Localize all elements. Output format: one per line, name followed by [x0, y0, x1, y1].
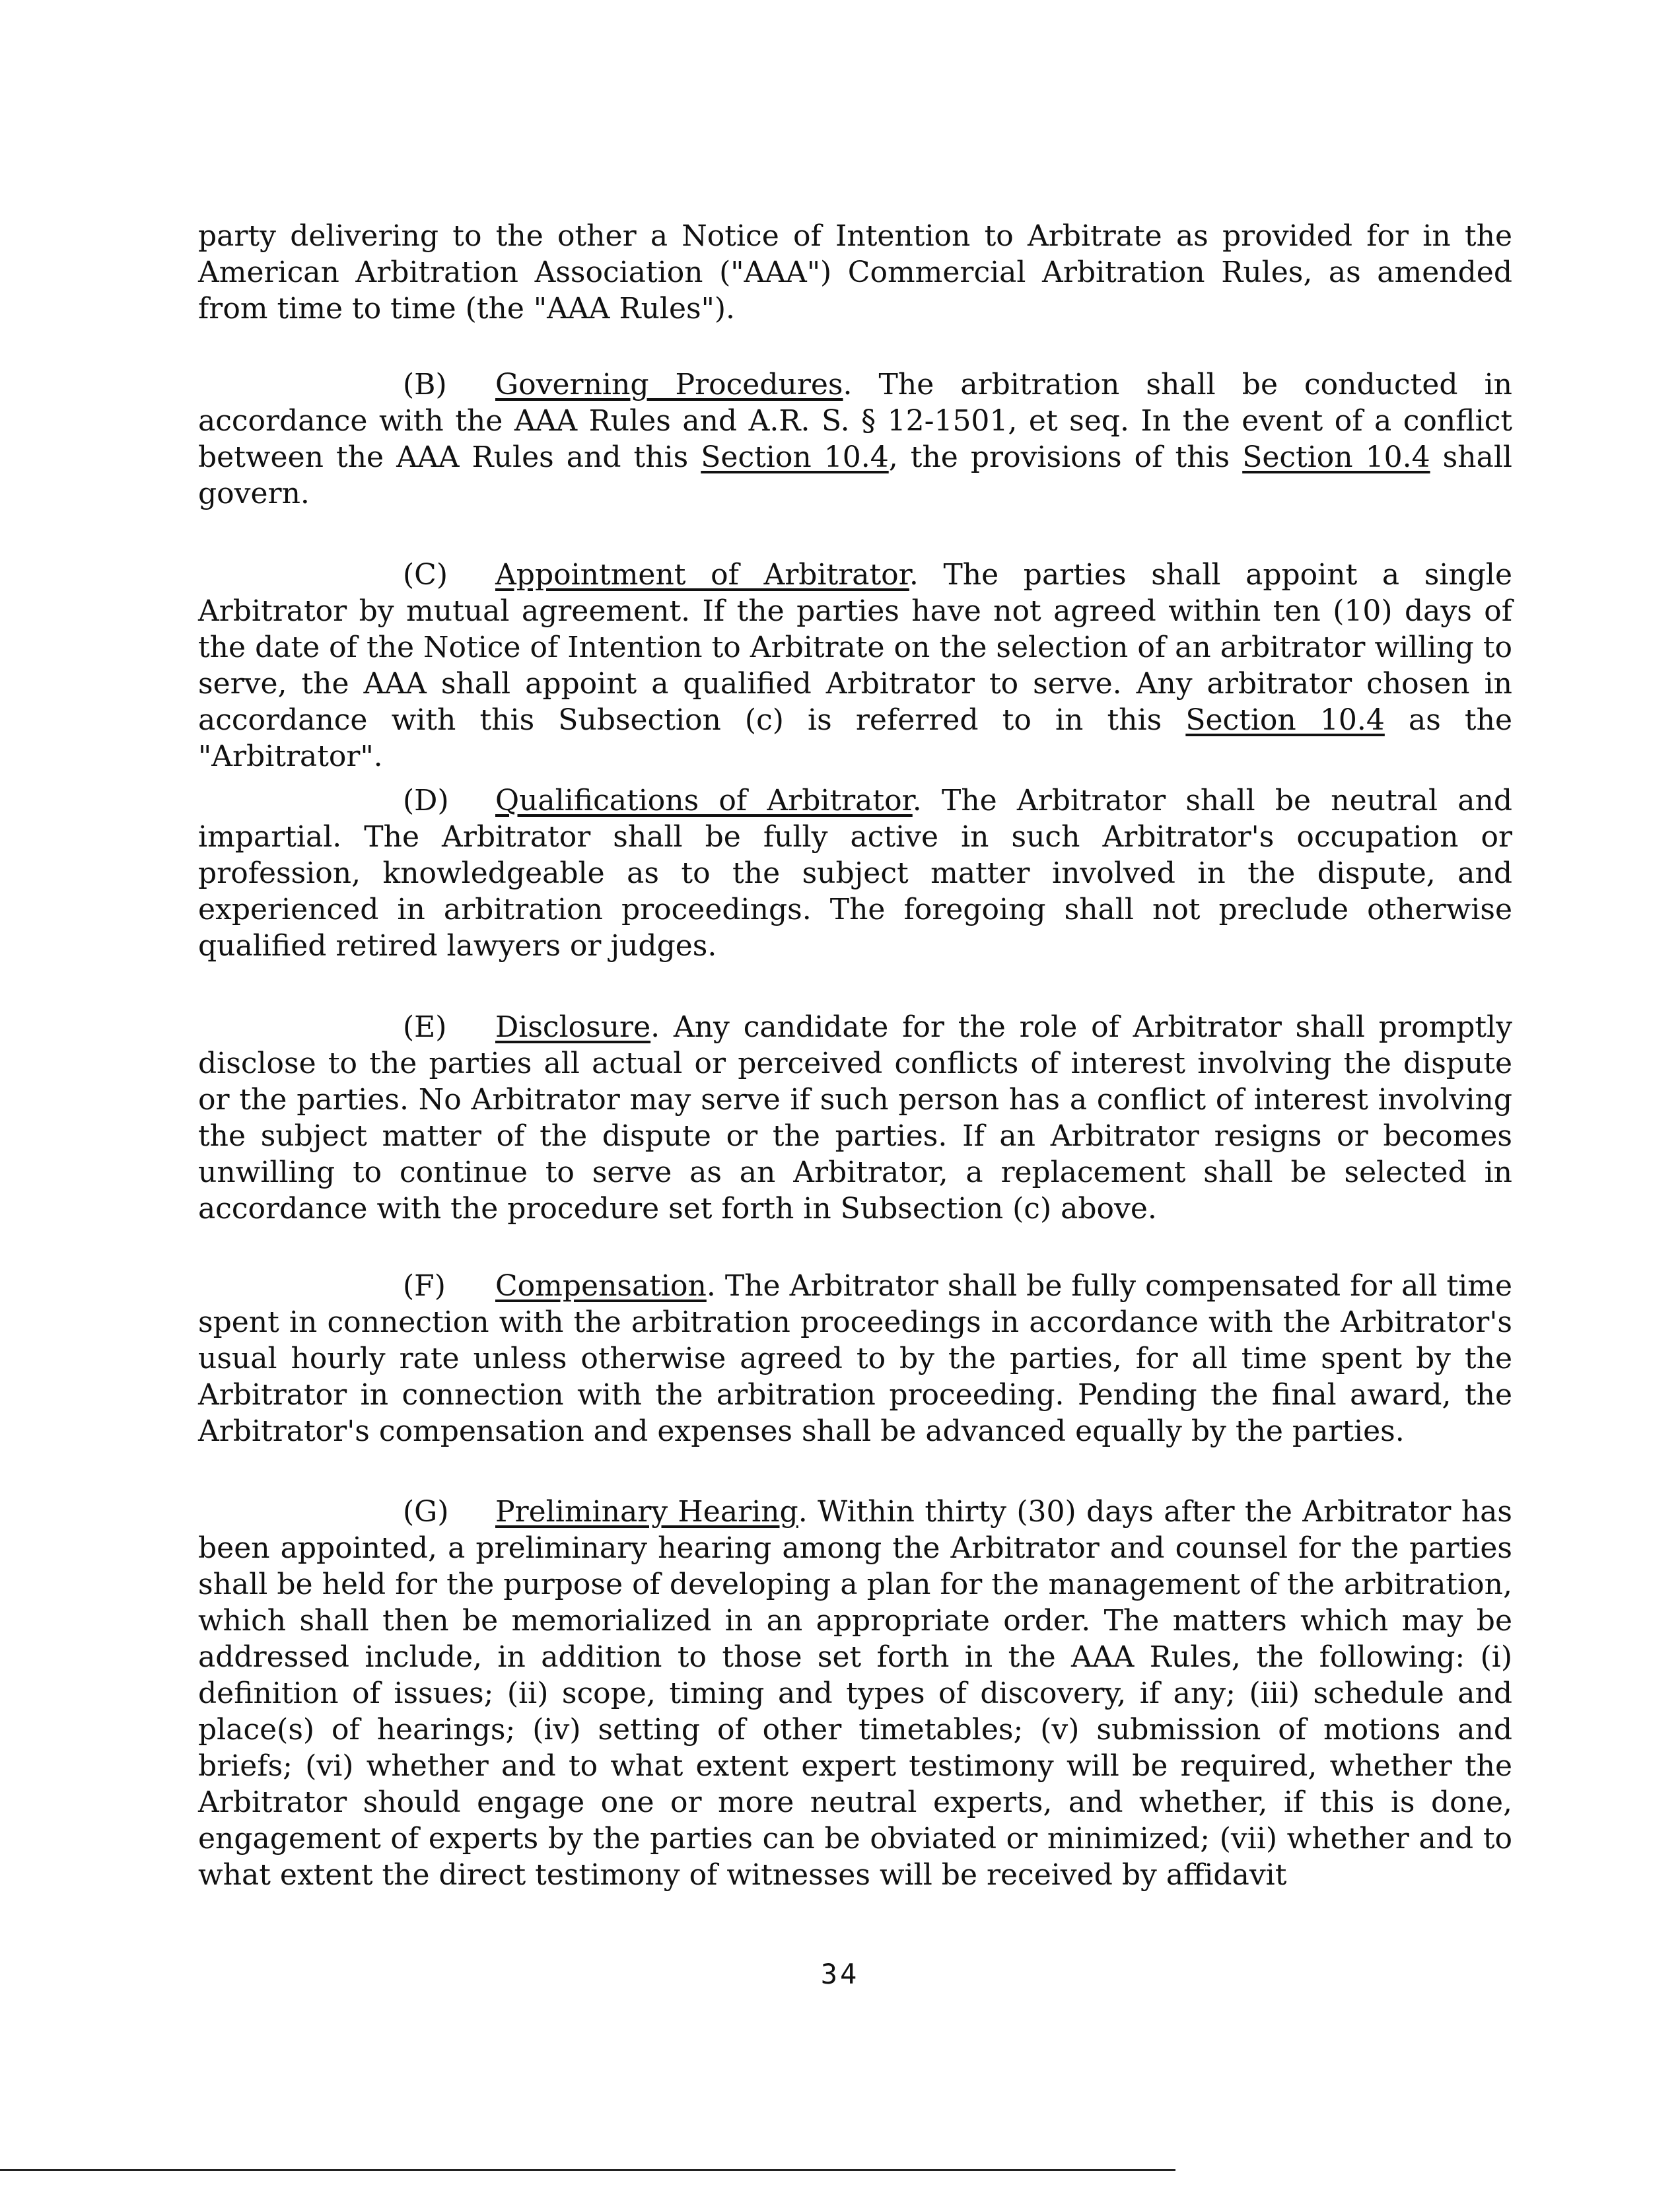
section-f-text-1: . The Arbitrator shall be fully compensated for all time spent in connection with the arbitration proceedings in accordance with the Arbitrator's usual hourly rate unless otherwise agreed to by the parties, for all time spent by the Arbitrator in connection with the arbitration proceeding. Pending the final award, the Arbitrator's compensation and expenses shall be advanced equally by the parties. [198, 1269, 1512, 1448]
section-d-heading: Qualifications of Arbitrator [495, 784, 913, 817]
section-b-governing-procedures [198, 366, 1512, 512]
intro-text: party delivering to the other a Notice of Intention to Arbitrate as provided for in the American Arbitration Association ("AAA") Commercial Arbitration Rules, as amended from time to time (the "AAA Rules"). [198, 219, 1512, 326]
section-b-reference-2: Section 10.4 [1242, 440, 1430, 474]
section-f-heading: Compensation [495, 1269, 707, 1303]
section-c-appointment-of-arbitrator [198, 557, 1512, 775]
section-c-reference-1: Section 10.4 [1185, 703, 1385, 737]
page-number: 34 [820, 1958, 860, 1990]
section-e-disclosure [198, 1009, 1512, 1227]
section-e-text-1: . Any candidate for the role of Arbitrator shall promptly disclose to the parties all actual or perceived conflicts of interest involving the dispute or the parties. No Arbitrator may serve if such person has a conflict of interest involving the subject matter of the dispute or the parties. If an Arbitrator resigns or becomes unwilling to continue to serve as an Arbitrator, a replacement shall be selected in accordance with the procedure set forth in Subsection (c) above. [198, 1010, 1512, 1226]
section-e-label: (E) [403, 1010, 447, 1044]
section-c-heading: Appointment of Arbitrator [495, 558, 909, 592]
section-e-heading: Disclosure [495, 1010, 651, 1044]
section-g-heading: Preliminary Hearing [495, 1495, 798, 1529]
section-d-qualifications-of-arbitrator [198, 782, 1512, 964]
section-b-text-1: . The arbitration shall be conducted in accordance with the AAA Rules and A.R. S. § 12-1501, et seq. In the event of a conflict between the AAA Rules and this [198, 368, 1513, 474]
section-b-heading: Governing Procedures [495, 368, 843, 401]
intro-paragraph [198, 218, 1512, 327]
section-c-text-2: as the "Arbitrator". [198, 703, 1512, 773]
section-b-label: (B) [403, 368, 447, 401]
section-f-label: (F) [403, 1269, 446, 1303]
section-b-text-2: , the provisions of this [888, 440, 1243, 474]
section-f-compensation [198, 1268, 1512, 1449]
section-b-text-3: shall govern. [198, 440, 1512, 510]
section-c-label: (C) [403, 558, 448, 592]
section-g-preliminary-hearing [198, 1494, 1512, 1893]
section-d-label: (D) [403, 784, 449, 817]
section-c-text-1: . The parties shall appoint a single Arbitrator by mutual agreement. If the parties have not agreed within ten (10) days of the date of the Notice of Intention to Arbitrate on the selection of an arbitrator willing to serve, the AAA shall appoint a qualified Arbitrator to serve. Any arbitrator chosen in accordance with this Subsection (c) is referred to in this [198, 558, 1512, 737]
section-g-text-1: . Within thirty (30) days after the Arbitrator has been appointed, a preliminary hearing among the Arbitrator and counsel for the parties shall be held for the purpose of developing a plan for the management of the arbitration, which shall then be memorialized in an appropriate order. The matters which may be addressed include, in addition to those set forth in the AAA Rules, the following: (i) definition of issues; (ii) scope, timing and types of discovery, if any; (iii) schedule and place(s) of hearings; (iv) setting of other timetables; (v) submission of motions and briefs; (vi) whether and to what extent expert testimony will be required, whether the Arbitrator should engage one or more neutral experts, and whether, if this is done, engagement of experts by the parties can be obviated or minimized; (vii) whether and to what extent the direct testimony of witnesses will be received by affidavit [198, 1495, 1512, 1892]
section-b-reference-1: Section 10.4 [701, 440, 889, 474]
footer-divider [0, 2169, 1175, 2171]
section-g-label: (G) [403, 1495, 449, 1529]
section-d-text-1: . The Arbitrator shall be neutral and impartial. The Arbitrator shall be fully active in such Arbitrator's occupation or profession, knowledgeable as to the subject matter involved in the dispute, and experienced in arbitration proceedings. The foregoing shall not preclude otherwise qualified retired lawyers or judges. [198, 784, 1512, 963]
